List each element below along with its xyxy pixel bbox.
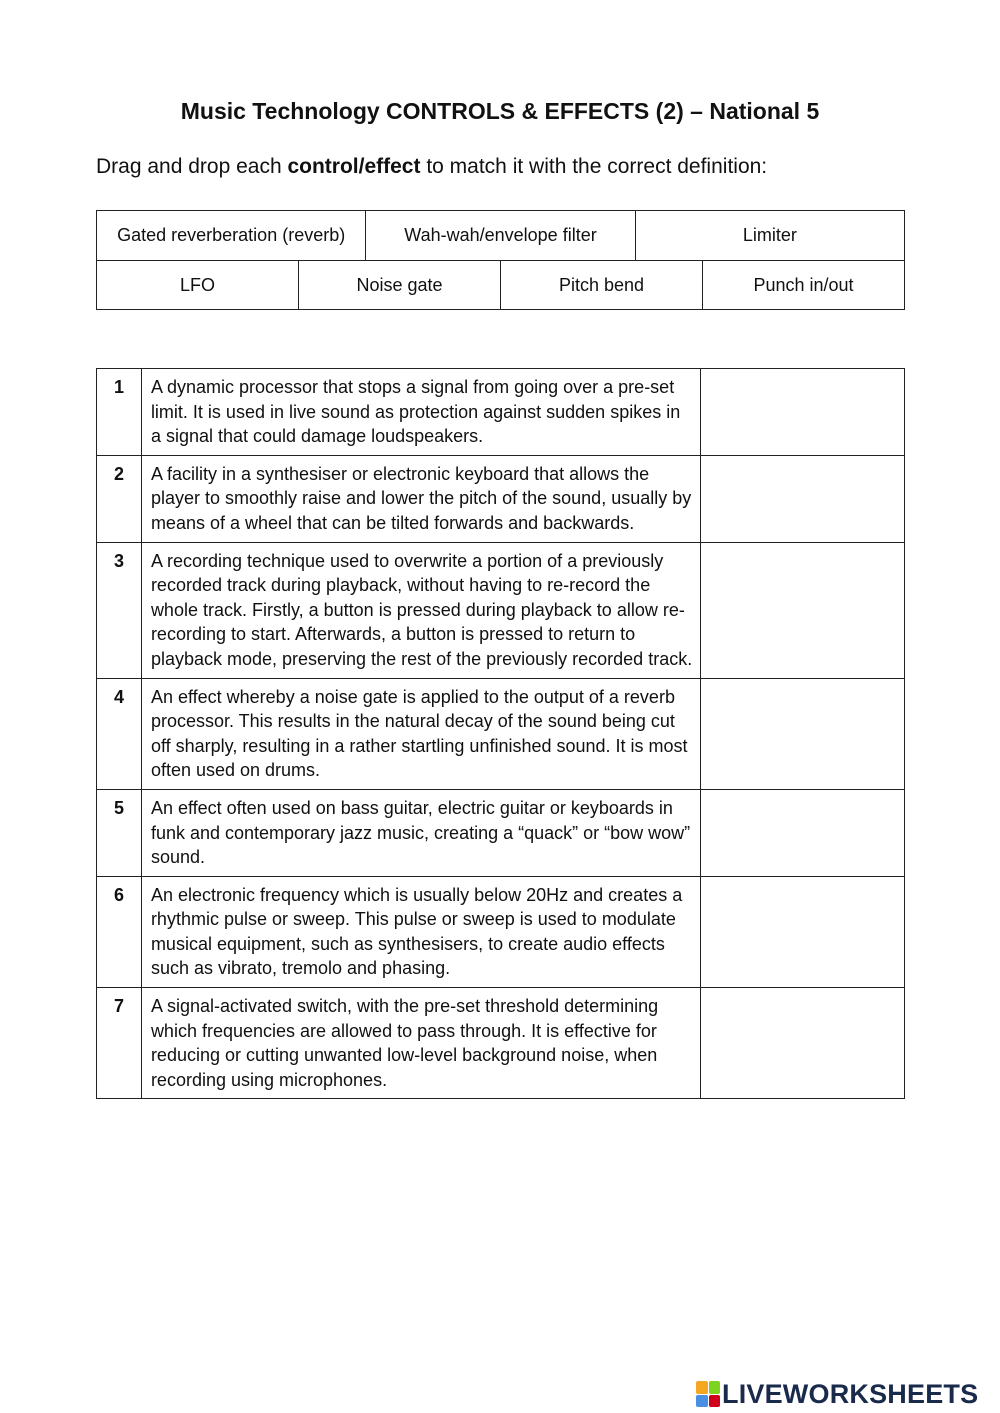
instruction	[96, 155, 767, 179]
drop-zone-5[interactable]	[701, 789, 905, 876]
logo-square-1	[696, 1381, 708, 1394]
drop-zone-7[interactable]	[701, 988, 905, 1099]
drag-chip-noise-gate[interactable]: Noise gate	[298, 261, 500, 309]
definition-row	[97, 876, 905, 987]
drag-chip-gated-reverb[interactable]: Gated reverberation (reverb)	[117, 225, 346, 245]
page-title: Music Technology CONTROLS & EFFECTS (2) – National 5	[180, 98, 820, 124]
definition-text: An effect often used on bass guitar, electric guitar or keyboards in funk and contemporary jazz music, creating a “quack” or “bow wow” sound.	[141, 789, 700, 876]
definition-row	[97, 678, 905, 789]
definition-text: A signal-activated switch, with the pre-set threshold determining which frequencies are allowed to pass through. It is effective for reducing or cutting unwanted low-level background noise, when recording using microphones.	[141, 988, 700, 1099]
definition-row	[97, 988, 905, 1099]
drag-chip-wah-wah[interactable]: Wah-wah/envelope filter	[365, 211, 634, 260]
row-number: 1	[97, 369, 142, 456]
drag-chip-limiter[interactable]: Limiter	[635, 211, 904, 260]
drop-zone-4[interactable]	[701, 678, 905, 789]
liveworksheets-brand	[696, 1378, 978, 1410]
definition-row	[97, 542, 905, 678]
drag-chip-pitch-bend[interactable]: Pitch bend	[500, 261, 702, 309]
definition-text: A facility in a synthesiser or electronic keyboard that allows the player to smoothly raise and lower the pitch of the sound, usually by means of a wheel that can be tilted forwards and backwards.	[141, 455, 700, 542]
liveworksheets-logo-icon	[696, 1381, 720, 1407]
definition-text: An effect whereby a noise gate is applied to the output of a reverb processor. This results in the natural decay of the sound being cut off sharply, resulting in a rather startling unfinished sound. It is most often used on drums.	[141, 678, 700, 789]
drop-zone-6[interactable]	[701, 876, 905, 987]
logo-square-3	[696, 1395, 708, 1408]
definitions-table	[96, 368, 905, 1099]
row-number: 6	[97, 876, 142, 987]
logo-square-4	[709, 1395, 721, 1408]
word-bank	[96, 210, 905, 310]
instruction-before: Drag and drop each	[96, 155, 288, 178]
drop-zone-1[interactable]	[701, 369, 905, 456]
row-number: 7	[97, 988, 142, 1099]
definition-text: An electronic frequency which is usually below 20Hz and creates a rhythmic pulse or sweep. This pulse or sweep is used to modulate musical equipment, such as synthesisers, to create audio effects such as vibrato, tremolo and phasing.	[141, 876, 700, 987]
definition-text: A recording technique used to overwrite a portion of a previously recorded track during playback, without having to re-record the whole track. Firstly, a button is pressed during playback to allow re-recording to start. Afterwards, a button is pressed to return to playback mode, preserving the rest of the previously recorded track.	[141, 542, 700, 678]
drag-chip-lfo[interactable]: LFO	[179, 274, 215, 295]
brand-text: LIVEWORKSHEETS	[722, 1378, 979, 1409]
definition-row	[97, 789, 905, 876]
word-bank-row-2	[97, 260, 904, 309]
instruction-after: to match it with the correct definition:	[420, 155, 768, 178]
row-number: 2	[97, 455, 142, 542]
drag-chip-punch-in-out[interactable]: Punch in/out	[702, 261, 904, 309]
definition-row	[97, 455, 905, 542]
drop-zone-2[interactable]	[701, 455, 905, 542]
row-number: 3	[97, 542, 142, 678]
drop-zone-3[interactable]	[701, 542, 905, 678]
definition-text: A dynamic processor that stops a signal from going over a pre-set limit. It is used in live sound as protection against sudden spikes in a signal that could damage loudspeakers.	[141, 369, 700, 456]
instruction-bold: control/effect	[287, 155, 421, 178]
definition-row	[97, 369, 905, 456]
row-number: 5	[97, 789, 142, 876]
row-number: 4	[97, 678, 142, 789]
logo-square-2	[709, 1381, 721, 1394]
word-bank-row-1	[97, 211, 904, 260]
